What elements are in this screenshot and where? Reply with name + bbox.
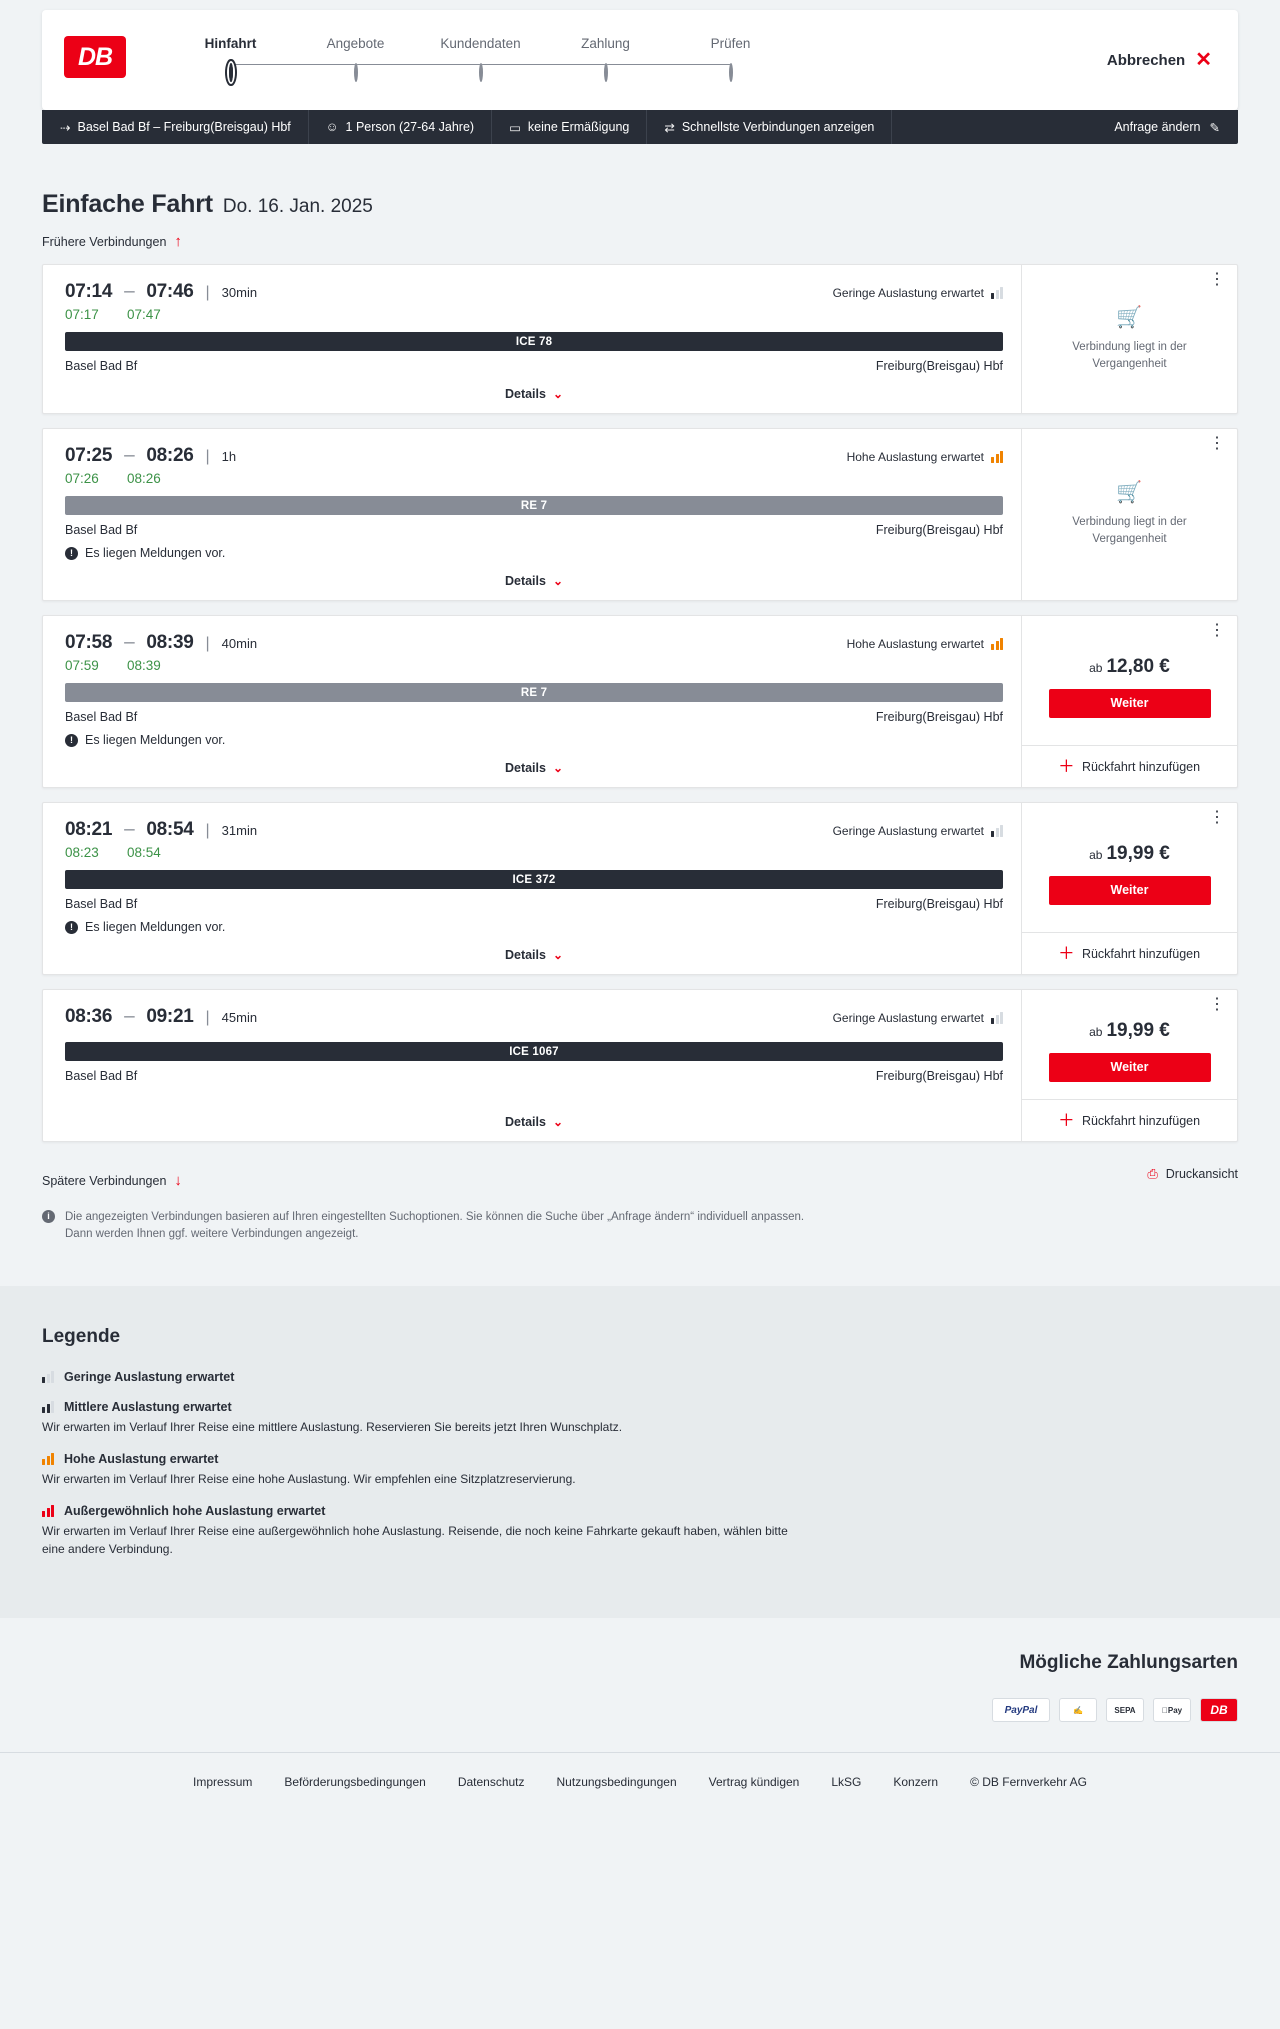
origin-station: Basel Bad Bf <box>65 897 138 911</box>
chevron-down-icon: ⌄ <box>552 761 564 775</box>
price-box <box>1022 990 1237 1099</box>
duration: 40min <box>221 636 258 651</box>
destination-station: Freiburg(Breisgau) Hbf <box>875 523 1003 537</box>
step-pruefen[interactable] <box>668 36 793 80</box>
past-connection-text: Verbindung liegt in der Vergangenheit <box>1072 516 1187 545</box>
route-icon: ⇢ <box>60 120 71 135</box>
departure-time: 07:14 <box>65 281 113 302</box>
duration: 31min <box>221 823 258 838</box>
realtime-arrival: 08:54 <box>127 845 161 860</box>
past-connection-text: Verbindung liegt in der Vergangenheit <box>1072 340 1187 370</box>
details-toggle[interactable] <box>65 934 1003 974</box>
connection-message-label: Es liegen Meldungen vor. <box>85 546 226 560</box>
footer-link-nutzungsbedingungen[interactable]: Nutzungsbedingungen <box>556 1775 677 1790</box>
realtime-arrival: 07:47 <box>127 307 161 322</box>
footer-links <box>0 1775 1280 1789</box>
station-row <box>65 710 1003 724</box>
price-amount: 19,99 € <box>1106 842 1170 864</box>
occupancy-label: Hohe Auslastung erwartet <box>846 637 984 651</box>
connection-details <box>43 616 1022 787</box>
add-return-trip-label: Rückfahrt hinzufügen <box>1081 946 1201 961</box>
connection-message[interactable] <box>65 920 1003 934</box>
destination-station: Freiburg(Breisgau) Hbf <box>875 1069 1003 1083</box>
add-return-trip-button[interactable] <box>1022 1099 1237 1141</box>
more-options-icon[interactable]: ⋮ <box>1209 809 1225 826</box>
occupancy-indicator <box>833 286 1003 300</box>
sepa-icon: SEPA <box>1106 1698 1144 1722</box>
payment-title: Mögliche Zahlungsarten <box>1019 1652 1238 1674</box>
duration: 1h <box>221 449 237 464</box>
realtime-departure: 08:23 <box>65 845 99 860</box>
more-options-icon[interactable]: ⋮ <box>1209 435 1225 452</box>
step-angebote[interactable] <box>293 36 418 80</box>
page-root <box>0 10 1280 1815</box>
past-connection-notice <box>1022 265 1237 413</box>
train-badge[interactable]: ICE 372 <box>65 870 1003 889</box>
price-prefix: ab <box>1089 660 1103 675</box>
plus-icon: ＋ <box>1058 945 1074 962</box>
details-label: Details <box>504 387 546 401</box>
plus-icon: ＋ <box>1058 758 1074 775</box>
price-amount: 19,99 € <box>1106 1019 1170 1041</box>
earlier-connections-button[interactable] <box>42 233 1238 250</box>
arrival-time: 08:54 <box>146 819 194 840</box>
site-footer <box>0 1752 1280 1815</box>
connection-time-row: 08:36 – 09:21 | 45min Geringe Auslastung erwartet <box>65 1006 1003 1028</box>
step-label: Hinfahrt <box>204 36 257 51</box>
step-dot-icon <box>354 63 358 82</box>
legend-label: Außergewöhnlich hohe Auslastung erwartet <box>64 1504 326 1519</box>
occupancy-bars-icon <box>42 1505 54 1517</box>
more-options-icon[interactable]: ⋮ <box>1209 271 1225 288</box>
realtime-arrival: 08:39 <box>127 658 161 673</box>
realtime-row <box>65 658 1003 673</box>
cart-icon: 🛒 <box>1116 305 1143 329</box>
pencil-icon: ✎ <box>1209 120 1220 135</box>
page-title <box>42 190 1238 219</box>
chevron-down-icon: ⌄ <box>552 948 564 962</box>
chevron-down-icon: ⌄ <box>552 574 564 588</box>
copyright-text: © DB Fernverkehr AG <box>970 1775 1087 1790</box>
connection-time-row: 07:25 – 08:26 | 1h Hohe Auslastung erwartet <box>65 445 1003 467</box>
occupancy-bars-icon <box>42 1401 54 1413</box>
price-prefix: ab <box>1089 1024 1103 1039</box>
legend-description: Wir erwarten im Verlauf Ihrer Reise eine mittlere Auslastung. Reservieren Sie bereits jetzt Ihren Wunschplatz. <box>42 1420 623 1435</box>
arrival-time: 09:21 <box>146 1006 194 1027</box>
info-icon: ! <box>65 734 78 747</box>
summary-route-label: Basel Bad Bf – Freiburg(Breisgau) Hbf <box>77 120 291 134</box>
legend-label: Geringe Auslastung erwartet <box>64 1370 235 1385</box>
connection-time-row: 07:58 – 08:39 | 40min Hohe Auslastung erwartet <box>65 632 1003 654</box>
continue-button[interactable]: Weiter <box>1049 1053 1211 1082</box>
legend-item-low <box>42 1370 1238 1384</box>
station-row <box>65 523 1003 537</box>
footer-link-impressum[interactable]: Impressum <box>193 1775 253 1790</box>
occupancy-bars-icon <box>991 638 1003 650</box>
train-badge[interactable]: ICE 78 <box>65 332 1003 351</box>
info-icon: ! <box>65 547 78 560</box>
details-label: Details <box>504 948 546 962</box>
db-payment-icon: DB <box>1200 1698 1238 1722</box>
origin-station: Basel Bad Bf <box>65 1069 138 1083</box>
connection-details <box>43 429 1022 600</box>
occupancy-bars-icon <box>42 1371 54 1383</box>
occupancy-indicator <box>833 1011 1003 1025</box>
footer-link-datenschutz[interactable]: Datenschutz <box>457 1775 525 1790</box>
edit-search-button[interactable] <box>1114 120 1238 135</box>
later-connections-button[interactable] <box>42 1172 182 1189</box>
connection-offer <box>1022 265 1237 413</box>
duration: 30min <box>221 285 258 300</box>
step-dot-icon <box>729 63 733 82</box>
occupancy-label: Geringe Auslastung erwartet <box>832 286 984 300</box>
edit-search-label: Anfrage ändern <box>1114 120 1201 134</box>
footer-link-lksg[interactable]: LkSG <box>831 1775 862 1790</box>
connection-offer <box>1022 990 1237 1141</box>
arrival-time: 08:39 <box>146 632 194 653</box>
db-logo[interactable]: DB <box>64 36 126 78</box>
summary-passengers[interactable] <box>309 110 492 144</box>
past-connection-notice <box>1022 429 1237 600</box>
step-zahlung[interactable] <box>543 36 668 80</box>
step-hinfahrt[interactable] <box>168 36 293 80</box>
legend-item-high <box>42 1452 1238 1488</box>
legend-label: Mittlere Auslastung erwartet <box>64 1400 232 1415</box>
connection-details <box>43 265 1022 413</box>
chevron-down-icon: ⌄ <box>552 387 564 401</box>
results-section <box>42 144 1238 1286</box>
results-footer <box>42 1158 1238 1189</box>
origin-station: Basel Bad Bf <box>65 359 138 373</box>
later-connections-label: Spätere Verbindungen <box>42 1173 167 1188</box>
footer-link-befoerderungsbedingungen[interactable]: Beförderungsbedingungen <box>284 1775 426 1790</box>
summary-route[interactable] <box>42 110 309 144</box>
footer-link-konzern[interactable]: Konzern <box>893 1775 939 1790</box>
add-return-trip-label: Rückfahrt hinzufügen <box>1081 759 1201 774</box>
price-box <box>1022 616 1237 745</box>
summary-options[interactable] <box>647 110 892 144</box>
print-view-button[interactable] <box>1147 1166 1238 1182</box>
occupancy-label: Geringe Auslastung erwartet <box>832 824 984 838</box>
arrow-up-icon: ↑ <box>174 233 182 250</box>
connection-offer <box>1022 803 1237 974</box>
direct-debit-icon: ✍ <box>1059 1698 1097 1722</box>
occupancy-bars-icon <box>991 1012 1003 1024</box>
person-icon: ☺ <box>325 120 339 134</box>
more-options-icon[interactable]: ⋮ <box>1209 996 1225 1013</box>
departure-time: 07:58 <box>65 632 113 653</box>
train-badge[interactable]: ICE 1067 <box>65 1042 1003 1061</box>
connection-message[interactable] <box>65 546 1003 560</box>
filter-icon: ⇄ <box>664 120 675 135</box>
departure-time: 08:36 <box>65 1006 113 1027</box>
details-label: Details <box>504 761 546 775</box>
connection-offer <box>1022 616 1237 787</box>
continue-button[interactable]: Weiter <box>1049 876 1211 905</box>
duration: 45min <box>221 1010 258 1025</box>
station-row <box>65 1069 1003 1083</box>
connection-details <box>43 803 1022 974</box>
realtime-row <box>65 307 1003 322</box>
occupancy-bars-icon <box>42 1453 54 1465</box>
price-value <box>1089 656 1170 678</box>
station-row <box>65 897 1003 911</box>
step-dot-icon <box>479 63 483 82</box>
add-return-trip-label: Rückfahrt hinzufügen <box>1081 1113 1201 1128</box>
add-return-trip-button[interactable] <box>1022 745 1237 787</box>
details-toggle[interactable] <box>65 1083 1003 1141</box>
step-dot-icon <box>604 63 608 82</box>
printer-icon: ⎙ <box>1147 1165 1158 1181</box>
summary-discount-label: keine Ermäßigung <box>527 120 630 134</box>
details-toggle[interactable] <box>65 747 1003 787</box>
apple-pay-icon: Pay <box>1153 1698 1191 1722</box>
arrival-time: 08:26 <box>146 445 194 466</box>
legend-item-very-high <box>42 1504 1238 1558</box>
payment-section <box>0 1618 1280 1752</box>
connection-row[interactable] <box>42 989 1238 1142</box>
more-options-icon[interactable]: ⋮ <box>1209 622 1225 639</box>
train-badge[interactable]: RE 7 <box>65 683 1003 702</box>
destination-station: Freiburg(Breisgau) Hbf <box>875 710 1003 724</box>
summary-options-label: Schnellste Verbindungen anzeigen <box>681 120 875 134</box>
trip-type-title: Einfache Fahrt <box>42 190 213 218</box>
realtime-departure: 07:26 <box>65 471 99 486</box>
legend-description: Wir erwarten im Verlauf Ihrer Reise eine hohe Auslastung. Wir empfehlen eine Sitzplatzreservierung. <box>42 1472 576 1487</box>
price-prefix: ab <box>1089 847 1103 862</box>
progress-stepper <box>168 36 793 80</box>
details-label: Details <box>504 1115 546 1129</box>
plus-icon: ＋ <box>1058 1112 1074 1129</box>
payment-methods <box>42 1698 1238 1722</box>
connection-row[interactable] <box>42 264 1238 414</box>
connection-details <box>43 990 1022 1141</box>
connection-time-row: 08:21 – 08:54 | 31min Geringe Auslastung erwartet <box>65 819 1003 841</box>
station-row <box>65 359 1003 373</box>
trip-date: Do. 16. Jan. 2025 <box>222 196 373 217</box>
occupancy-bars-icon <box>991 825 1003 837</box>
origin-station: Basel Bad Bf <box>65 523 138 537</box>
occupancy-indicator <box>847 450 1003 464</box>
bahncard-icon: ▭ <box>509 120 521 135</box>
connection-offer <box>1022 429 1237 600</box>
details-toggle[interactable] <box>65 373 1003 413</box>
connection-row[interactable] <box>42 615 1238 788</box>
cart-icon: 🛒 <box>1116 481 1143 505</box>
details-toggle[interactable] <box>65 560 1003 600</box>
step-label: Zahlung <box>581 36 630 51</box>
occupancy-bars-icon <box>991 451 1003 463</box>
search-summary-bar <box>42 110 1238 144</box>
realtime-row <box>65 471 1003 486</box>
connection-message-label: Es liegen Meldungen vor. <box>85 733 226 747</box>
price-value <box>1089 1020 1170 1042</box>
step-label: Angebote <box>326 36 385 51</box>
price-value <box>1089 843 1170 865</box>
step-kundendaten[interactable] <box>418 36 543 80</box>
realtime-departure: 07:59 <box>65 658 99 673</box>
legend-label: Hohe Auslastung erwartet <box>64 1452 219 1467</box>
search-hint-text: Die angezeigten Verbindungen basieren auf Ihren eingestellten Suchoptionen. Sie können die Suche über „Anfrage ändern“ individuell anpassen. Dann werden Ihnen ggf. weitere Verbindungen angezeigt. <box>65 1211 805 1240</box>
connection-message[interactable] <box>65 733 1003 747</box>
connection-row[interactable] <box>42 428 1238 601</box>
earlier-connections-label: Frühere Verbindungen <box>42 234 167 249</box>
occupancy-label: Geringe Auslastung erwartet <box>832 1011 984 1025</box>
summary-passengers-label: 1 Person (27-64 Jahre) <box>345 120 475 134</box>
info-icon: i <box>42 1210 55 1223</box>
paypal-icon: PayPal <box>992 1698 1050 1722</box>
details-label: Details <box>504 574 546 588</box>
step-dot-icon <box>229 63 233 82</box>
realtime-row <box>65 845 1003 860</box>
arrow-down-icon: ↓ <box>174 1172 182 1189</box>
departure-time: 08:21 <box>65 819 113 840</box>
close-icon: ✕ <box>1195 49 1212 71</box>
legend-description: Wir erwarten im Verlauf Ihrer Reise eine außergewöhnlich hohe Auslastung. Reisende, die noch keine Fahrkarte gekauft haben, wählen bitte eine andere Verbindung. <box>42 1524 788 1557</box>
search-hint <box>42 1209 832 1286</box>
chevron-down-icon: ⌄ <box>552 1115 564 1129</box>
legend-section <box>0 1286 1280 1618</box>
destination-station: Freiburg(Breisgau) Hbf <box>875 359 1003 373</box>
price-box <box>1022 803 1237 932</box>
add-return-trip-button[interactable] <box>1022 932 1237 974</box>
info-icon: ! <box>65 921 78 934</box>
continue-button[interactable]: Weiter <box>1049 689 1211 718</box>
occupancy-indicator <box>847 637 1003 651</box>
summary-discount[interactable] <box>492 110 647 144</box>
cancel-label: Abbrechen <box>1106 51 1186 69</box>
occupancy-bars-icon <box>991 287 1003 299</box>
cancel-button[interactable] <box>1107 50 1212 70</box>
destination-station: Freiburg(Breisgau) Hbf <box>875 897 1003 911</box>
origin-station: Basel Bad Bf <box>65 710 138 724</box>
legend-item-mid <box>42 1400 1238 1436</box>
realtime-departure: 07:17 <box>65 307 99 322</box>
realtime-arrival: 08:26 <box>127 471 161 486</box>
booking-header <box>42 10 1238 110</box>
price-amount: 12,80 € <box>1106 655 1170 677</box>
connection-time-row: 07:14 – 07:46 | 30min Geringe Auslastung erwartet <box>65 281 1003 303</box>
departure-time: 07:25 <box>65 445 113 466</box>
print-view-label: Druckansicht <box>1165 1166 1238 1181</box>
occupancy-indicator <box>833 824 1003 838</box>
step-label: Kundendaten <box>440 36 521 51</box>
legend-title: Legende <box>42 1326 121 1348</box>
footer-link-vertrag-kuendigen[interactable]: Vertrag kündigen <box>708 1775 800 1790</box>
occupancy-label: Hohe Auslastung erwartet <box>846 450 984 464</box>
step-label: Prüfen <box>710 36 751 51</box>
connection-message-label: Es liegen Meldungen vor. <box>85 920 226 934</box>
connection-row[interactable] <box>42 802 1238 975</box>
train-badge[interactable]: RE 7 <box>65 496 1003 515</box>
arrival-time: 07:46 <box>146 281 194 302</box>
